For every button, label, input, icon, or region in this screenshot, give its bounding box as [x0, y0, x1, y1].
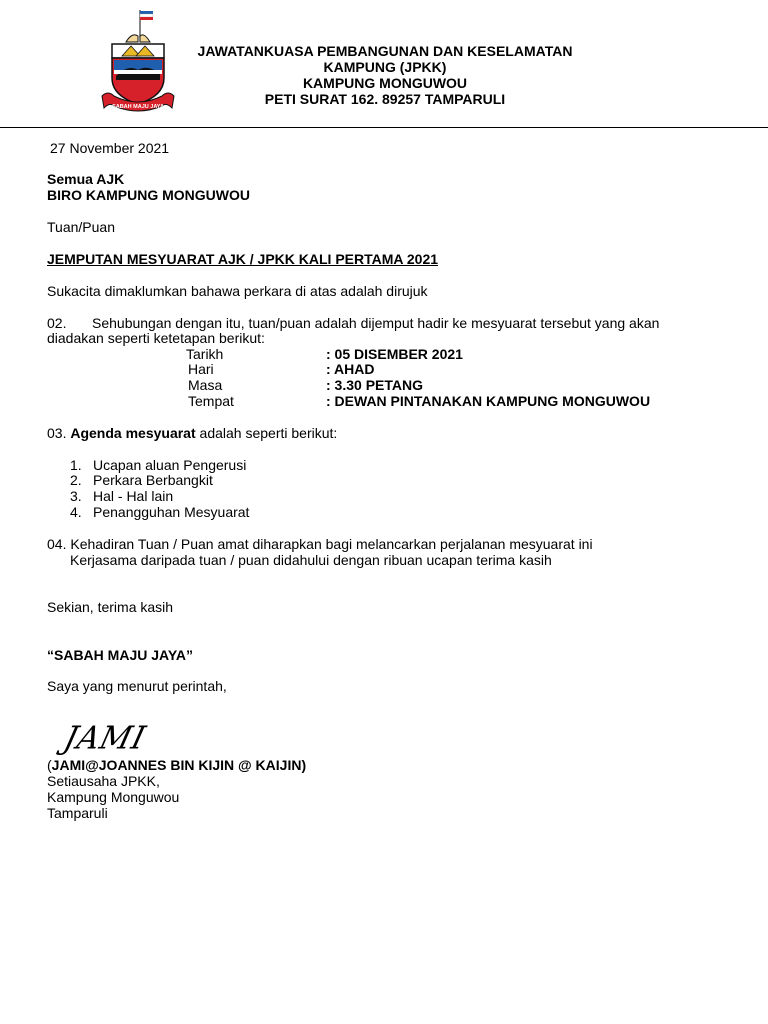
- agenda-num-4: 4.: [70, 504, 82, 520]
- yours-faithfully: Saya yang menurut perintah,: [47, 678, 227, 694]
- detail-value-date: : 05 DISEMBER 2021: [326, 346, 463, 362]
- para2-line-1: Sehubungan dengan itu, tuan/puan adalah dijemput hadir ke mesyuarat tersebut yang akan: [92, 315, 660, 331]
- closing-text: Sekian, terima kasih: [47, 599, 174, 615]
- para2-number: 02.: [47, 315, 67, 331]
- detail-label-time: Masa: [188, 377, 223, 393]
- letterhead-line-4: PETI SURAT 162. 89257 TAMPARULI: [264, 91, 506, 107]
- signer-place-1: Kampung Monguwou: [47, 789, 180, 805]
- signer-name-line: [47, 757, 306, 773]
- agenda-num-1: 1.: [70, 457, 82, 473]
- detail-value-venue: : DEWAN PINTANAKAN KAMPUNG MONGUWOU: [326, 393, 651, 409]
- agenda-item-3: Hal - Hal lain: [93, 488, 174, 504]
- para3: [47, 425, 337, 441]
- intro-paragraph: Sukacita dimaklumkan bahawa perkara di atas adalah dirujuk: [47, 283, 428, 299]
- salutation: Tuan/Puan: [47, 219, 115, 235]
- crest-motto-text: SABAH MAJU JAYA: [112, 104, 164, 110]
- para3-rest: adalah seperti berikut:: [199, 425, 338, 441]
- detail-label-date: Tarikh: [186, 346, 224, 362]
- para3-number: 03.: [47, 425, 67, 441]
- detail-label-venue: Tempat: [188, 393, 234, 409]
- motto-text: “SABAH MAJU JAYA”: [47, 647, 194, 663]
- signer-place-2: Tamparuli: [47, 805, 108, 821]
- agenda-item-4: Penangguhan Mesyuarat: [93, 504, 250, 520]
- detail-value-time: : 3.30 PETANG: [326, 377, 423, 393]
- letterhead-divider: [0, 127, 768, 128]
- letter-subject: JEMPUTAN MESYUARAT AJK / JPKK KALI PERTAMA 2021: [47, 251, 439, 267]
- agenda-item-1: Ucapan aluan Pengerusi: [93, 457, 247, 473]
- letterhead-line-1: JAWATANKUASA PEMBANGUNAN DAN KESELAMATAN: [197, 43, 573, 59]
- letterhead-line-3: KAMPUNG MONGUWOU: [302, 75, 468, 91]
- recipient-line-2: BIRO KAMPUNG MONGUWOU: [47, 187, 250, 203]
- detail-label-day: Hari: [188, 361, 214, 377]
- recipient-line-1: Semua AJK: [47, 171, 125, 187]
- signer-title: Setiausaha JPKK,: [47, 773, 160, 789]
- para3-bold: Agenda mesyuarat: [70, 425, 196, 441]
- letterhead-line-2: KAMPUNG (JPKK): [323, 59, 447, 75]
- handwritten-signature: JAMI: [60, 720, 150, 757]
- agenda-item-2: Perkara Berbangkit: [93, 472, 213, 488]
- agenda-num-2: 2.: [70, 472, 82, 488]
- letter-date: 27 November 2021: [50, 140, 170, 156]
- signer-name: JAMI@JOANNES BIN KIJIN @ KAIJIN): [51, 757, 307, 773]
- para4-line-2: Kerjasama daripada tuan / puan didahului dengan ribuan ucapan terima kasih: [70, 552, 552, 568]
- para2-line-2: diadakan seperti ketetapan berikut:: [47, 330, 265, 346]
- detail-value-day: : AHAD: [326, 361, 375, 377]
- agenda-num-3: 3.: [70, 488, 82, 504]
- para4-line-1: 04. Kehadiran Tuan / Puan amat diharapkan bagi melancarkan perjalanan mesyuarat ini: [47, 536, 593, 552]
- signer-open-paren: (: [47, 757, 52, 773]
